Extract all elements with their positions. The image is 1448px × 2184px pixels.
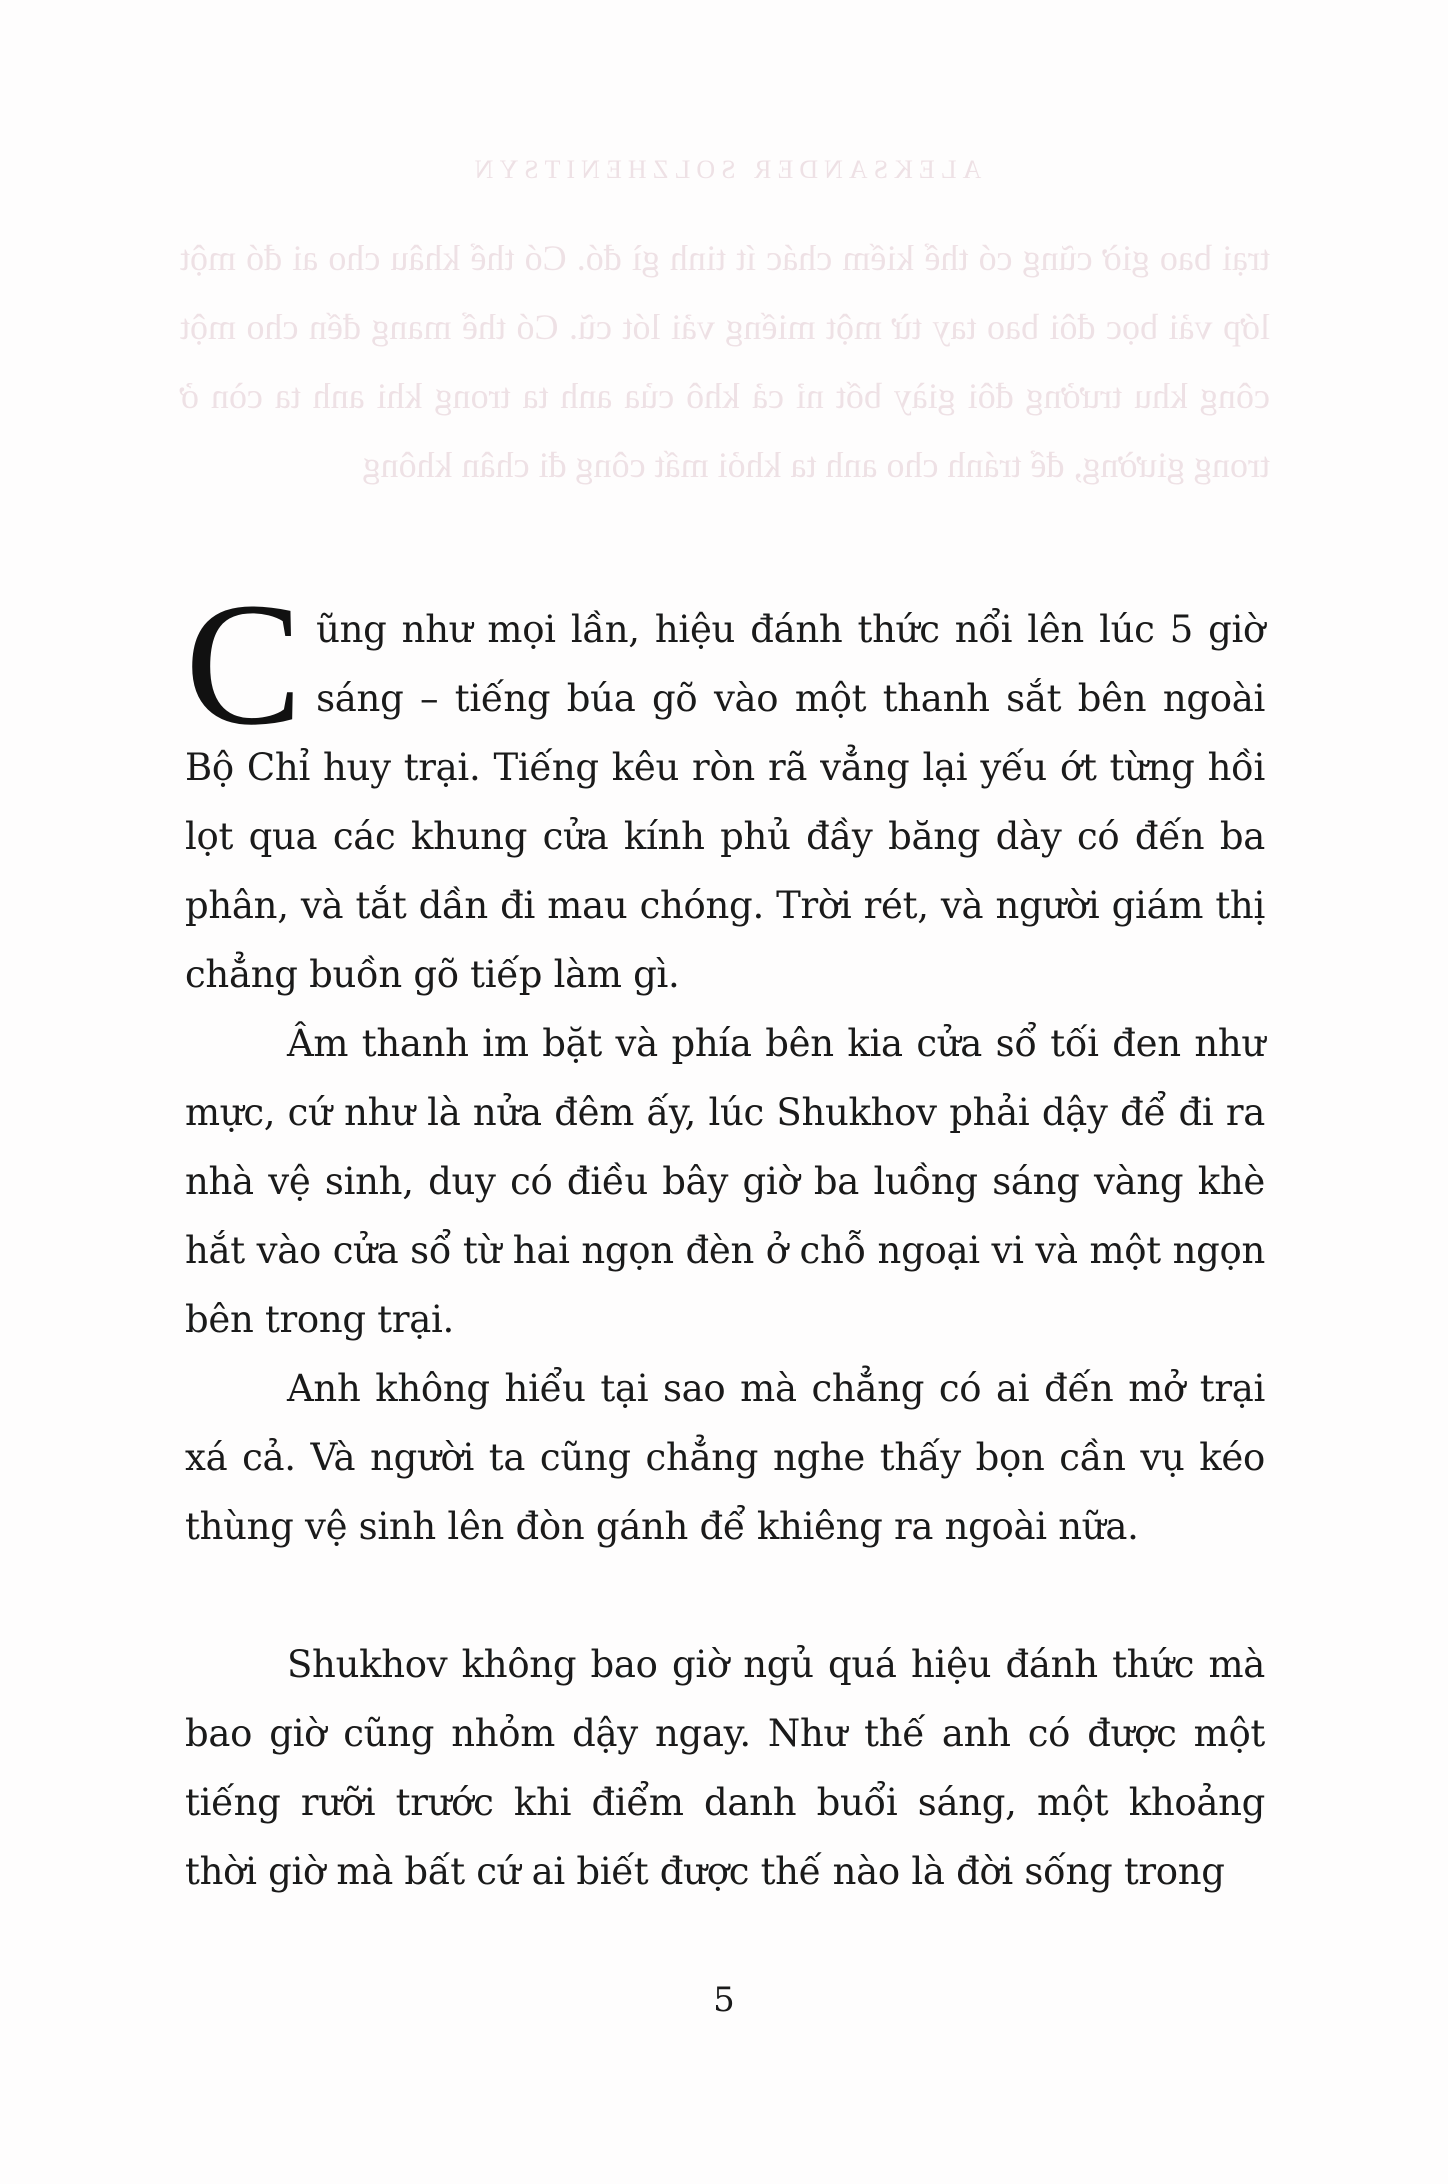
- paragraph-1: [185, 567, 1265, 1009]
- paragraph-4: Shukhov không bao giờ ngủ quá hiệu đánh thức mà bao giờ cũng nhỏm dậy ngay. Như thế anh có được một tiếng rưỡi trước khi điểm danh buổi sáng, một khoảng thời giờ mà bất cứ ai biết được thế nào là đời sống trong: [185, 1643, 1265, 1893]
- chapter-body: [185, 567, 1265, 1906]
- bleed-body: trại bao giờ cũng có thể kiếm chác ít tinh gì đó. Có thể khâu cho ai đó một lớp vải bọc đôi bao tay từ một miếng vải lót cũ. Có thể mang đến cho một công khu trưởng đôi giày bốt nỉ cả khô của anh ta trong khi anh ta còn ở trong giường, để tránh cho anh ta khỏi mất công đi chân không: [180, 238, 1270, 485]
- bleed-running-header: ALEKSANDER SOLZHENITSYN: [468, 155, 982, 184]
- drop-cap: C: [185, 567, 303, 762]
- paragraph-1-text: ũng như mọi lần, hiệu đánh thức nổi lên lúc 5 giờ sáng – tiếng búa gõ vào một thanh sắt bên ngoài Bộ Chỉ huy trại. Tiếng kêu ròn rã vẳng lại yếu ớt từng hồi lọt qua các khung cửa kính phủ đầy băng dày có đến ba phân, và tắt dần đi mau chóng. Trời rét, và người giám thị chẳng buồn gõ tiếp làm gì.: [185, 608, 1265, 996]
- paragraph-3: Anh không hiểu tại sao mà chẳng có ai đến mở trại xá cả. Và người ta cũng chẳng nghe thấy bọn cần vụ kéo thùng vệ sinh lên đòn gánh để khiêng ra ngoài nữa.: [185, 1367, 1265, 1548]
- paragraph-2: Âm thanh im bặt và phía bên kia cửa sổ tối đen như mực, cứ như là nửa đêm ấy, lúc Shukhov phải dậy để đi ra nhà vệ sinh, duy có điều bây giờ ba luồng sáng vàng khè hắt vào cửa sổ từ hai ngọn đèn ở chỗ ngoại vi và một ngọn bên trong trại.: [185, 1022, 1265, 1341]
- page-number: 5: [713, 1980, 735, 2020]
- bleed-through-text: [180, 135, 1270, 500]
